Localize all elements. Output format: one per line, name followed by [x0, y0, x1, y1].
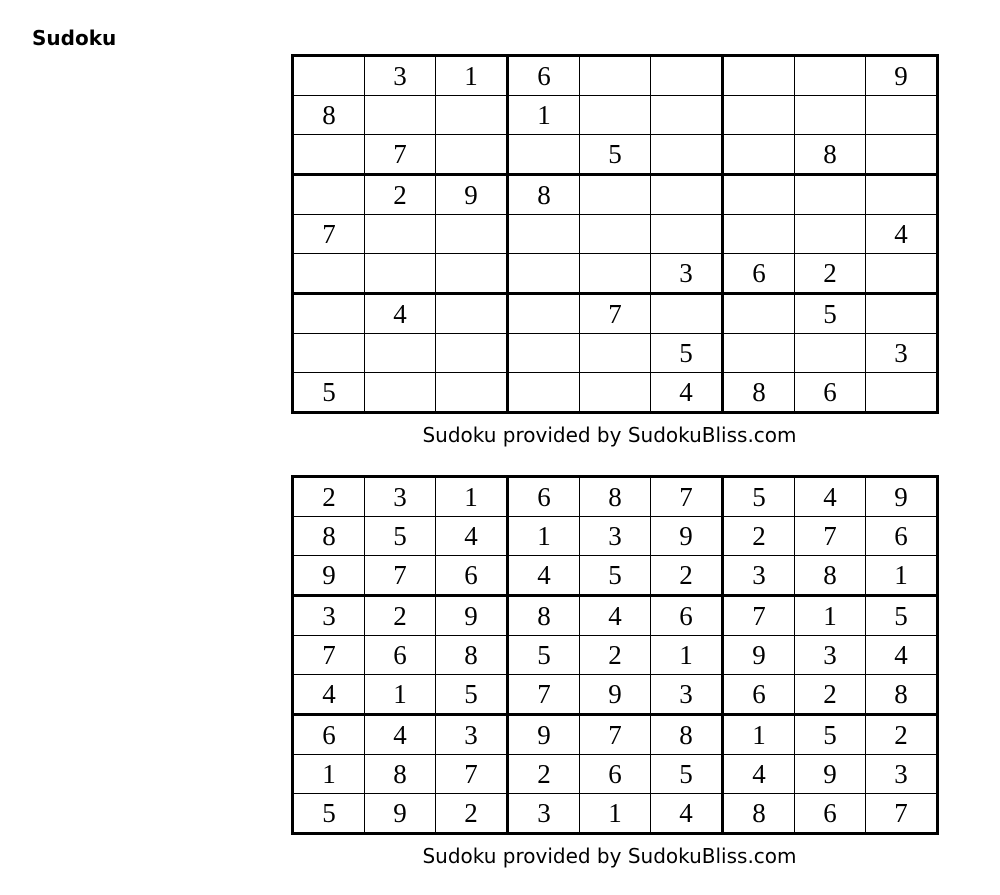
sudoku-cell [866, 294, 938, 334]
sudoku-cell [293, 294, 365, 334]
grid-row [293, 596, 938, 636]
sudoku-cell: 8 [795, 556, 866, 596]
sudoku-cell: 9 [866, 56, 938, 96]
sudoku-cell: 9 [580, 675, 651, 715]
sudoku-cell [580, 175, 651, 215]
sudoku-cell: 6 [795, 794, 866, 834]
sudoku-cell [293, 254, 365, 294]
sudoku-cell: 1 [723, 715, 795, 755]
sudoku-cell: 1 [365, 675, 436, 715]
sudoku-cell: 6 [866, 517, 938, 556]
sudoku-cell [436, 96, 508, 135]
sudoku-cell: 9 [293, 556, 365, 596]
sudoku-cell: 6 [365, 636, 436, 675]
sudoku-cell [580, 373, 651, 413]
sudoku-cell: 5 [651, 755, 723, 794]
sudoku-cell: 1 [293, 755, 365, 794]
sudoku-cell: 5 [795, 715, 866, 755]
sudoku-cell: 6 [293, 715, 365, 755]
sudoku-cell: 1 [508, 96, 580, 135]
puzzle-grid [291, 54, 939, 414]
sudoku-cell: 4 [293, 675, 365, 715]
sudoku-cell [651, 215, 723, 254]
sudoku-cell: 3 [651, 675, 723, 715]
sudoku-cell [293, 135, 365, 175]
sudoku-cell [723, 215, 795, 254]
sudoku-cell [651, 56, 723, 96]
sudoku-cell [795, 175, 866, 215]
sudoku-cell: 8 [436, 636, 508, 675]
sudoku-cell: 2 [365, 596, 436, 636]
sudoku-cell: 3 [293, 596, 365, 636]
sudoku-cell [436, 294, 508, 334]
sudoku-cell: 5 [866, 596, 938, 636]
sudoku-cell: 6 [723, 675, 795, 715]
sudoku-cell: 4 [651, 373, 723, 413]
sudoku-cell: 5 [508, 636, 580, 675]
sudoku-cell: 8 [293, 96, 365, 135]
solution-credit: Sudoku provided by SudokuBliss.com [422, 844, 797, 868]
sudoku-cell: 7 [651, 477, 723, 517]
sudoku-cell: 9 [723, 636, 795, 675]
sudoku-cell: 3 [365, 477, 436, 517]
sudoku-cell [580, 254, 651, 294]
sudoku-cell [365, 373, 436, 413]
sudoku-cell: 7 [580, 294, 651, 334]
sudoku-cell: 1 [651, 636, 723, 675]
sudoku-cell: 4 [580, 596, 651, 636]
sudoku-cell [723, 96, 795, 135]
sudoku-cell [580, 96, 651, 135]
sudoku-cell: 7 [365, 556, 436, 596]
sudoku-cell: 8 [723, 794, 795, 834]
sudoku-cell: 9 [436, 175, 508, 215]
grid-row [293, 755, 938, 794]
sudoku-cell: 8 [508, 596, 580, 636]
sudoku-cell: 1 [580, 794, 651, 834]
sudoku-cell: 4 [866, 636, 938, 675]
grid-row [293, 636, 938, 675]
sudoku-cell: 4 [365, 294, 436, 334]
grid-row [293, 135, 938, 175]
grid-row [293, 294, 938, 334]
sudoku-cell: 2 [508, 755, 580, 794]
sudoku-cell [508, 334, 580, 373]
sudoku-cell [580, 56, 651, 96]
sudoku-cell: 5 [580, 135, 651, 175]
sudoku-cell [508, 373, 580, 413]
sudoku-cell: 3 [365, 56, 436, 96]
sudoku-cell [293, 334, 365, 373]
sudoku-cell: 4 [436, 517, 508, 556]
sudoku-cell: 8 [795, 135, 866, 175]
sudoku-cell: 8 [508, 175, 580, 215]
sudoku-cell: 7 [580, 715, 651, 755]
sudoku-cell: 9 [436, 596, 508, 636]
sudoku-cell: 2 [795, 254, 866, 294]
sudoku-cell: 1 [795, 596, 866, 636]
sudoku-cell [866, 254, 938, 294]
sudoku-cell: 8 [651, 715, 723, 755]
sudoku-cell [866, 373, 938, 413]
sudoku-cell: 1 [436, 477, 508, 517]
sudoku-cell: 5 [795, 294, 866, 334]
sudoku-cell [436, 215, 508, 254]
sudoku-cell: 7 [365, 135, 436, 175]
sudoku-cell: 5 [651, 334, 723, 373]
sudoku-cell [723, 294, 795, 334]
sudoku-cell [436, 373, 508, 413]
sudoku-cell [508, 215, 580, 254]
sudoku-cell: 4 [723, 755, 795, 794]
sudoku-cell: 8 [866, 675, 938, 715]
sudoku-cell [651, 135, 723, 175]
sudoku-cell [365, 334, 436, 373]
sudoku-cell [508, 135, 580, 175]
sudoku-cell [795, 215, 866, 254]
sudoku-cell: 7 [436, 755, 508, 794]
sudoku-cell: 1 [508, 517, 580, 556]
grid-row [293, 675, 938, 715]
sudoku-cell: 5 [580, 556, 651, 596]
sudoku-cell: 3 [866, 334, 938, 373]
sudoku-cell: 8 [723, 373, 795, 413]
sudoku-cell [651, 294, 723, 334]
sudoku-cell: 6 [436, 556, 508, 596]
sudoku-cell [293, 56, 365, 96]
sudoku-cell: 3 [580, 517, 651, 556]
grid-row [293, 96, 938, 135]
sudoku-cell: 5 [293, 373, 365, 413]
sudoku-cell: 4 [365, 715, 436, 755]
sudoku-cell: 8 [293, 517, 365, 556]
sudoku-cell: 5 [365, 517, 436, 556]
sudoku-cell: 2 [293, 477, 365, 517]
sudoku-cell: 6 [795, 373, 866, 413]
sudoku-cell: 6 [580, 755, 651, 794]
sudoku-cell: 2 [580, 636, 651, 675]
sudoku-cell [436, 254, 508, 294]
sudoku-cell [866, 175, 938, 215]
sudoku-cell: 9 [508, 715, 580, 755]
sudoku-cell [723, 135, 795, 175]
sudoku-cell: 9 [365, 794, 436, 834]
sudoku-cell [365, 254, 436, 294]
grid-row [293, 477, 938, 517]
sudoku-cell: 3 [723, 556, 795, 596]
sudoku-cell [580, 215, 651, 254]
puzzle-section [291, 54, 928, 448]
sudoku-cell: 7 [508, 675, 580, 715]
sudoku-cell [508, 294, 580, 334]
sudoku-cell [580, 334, 651, 373]
grid-row [293, 56, 938, 96]
sudoku-cell [651, 175, 723, 215]
sudoku-cell: 1 [866, 556, 938, 596]
grid-row [293, 715, 938, 755]
sudoku-cell: 2 [365, 175, 436, 215]
sudoku-cell: 5 [723, 477, 795, 517]
sudoku-cell: 5 [293, 794, 365, 834]
sudoku-cell [866, 96, 938, 135]
grid-row [293, 517, 938, 556]
sudoku-cell [723, 56, 795, 96]
sudoku-cell: 3 [866, 755, 938, 794]
sudoku-cell [795, 56, 866, 96]
grid-row [293, 254, 938, 294]
sudoku-cell [795, 96, 866, 135]
puzzle-credit: Sudoku provided by SudokuBliss.com [422, 423, 797, 447]
sudoku-cell: 7 [293, 636, 365, 675]
sudoku-cell: 2 [723, 517, 795, 556]
sudoku-cell: 6 [508, 477, 580, 517]
sudoku-cell: 2 [436, 794, 508, 834]
sudoku-cell [866, 135, 938, 175]
sudoku-cell [723, 334, 795, 373]
grid-row [293, 794, 938, 834]
grid-row [293, 334, 938, 373]
sudoku-cell: 1 [436, 56, 508, 96]
solution-grid [291, 475, 939, 835]
sudoku-cell: 3 [508, 794, 580, 834]
sudoku-cell [795, 334, 866, 373]
sudoku-cell: 5 [436, 675, 508, 715]
sudoku-cell: 6 [723, 254, 795, 294]
grid-row [293, 373, 938, 413]
sudoku-cell: 3 [795, 636, 866, 675]
grid-row [293, 556, 938, 596]
sudoku-cell: 7 [293, 215, 365, 254]
sudoku-cell: 4 [508, 556, 580, 596]
sudoku-cell [651, 96, 723, 135]
sudoku-cell: 8 [580, 477, 651, 517]
sudoku-cell [436, 135, 508, 175]
sudoku-cell: 3 [651, 254, 723, 294]
sudoku-cell [508, 254, 580, 294]
grid-row [293, 175, 938, 215]
sudoku-cell [365, 96, 436, 135]
page-title: Sudoku [32, 26, 117, 50]
sudoku-cell: 4 [795, 477, 866, 517]
grid-row [293, 215, 938, 254]
sudoku-cell: 7 [795, 517, 866, 556]
sudoku-cell: 4 [866, 215, 938, 254]
sudoku-cell: 9 [795, 755, 866, 794]
sudoku-cell: 9 [651, 517, 723, 556]
sudoku-cell: 2 [651, 556, 723, 596]
sudoku-cell: 6 [508, 56, 580, 96]
sudoku-cell: 8 [365, 755, 436, 794]
sudoku-cell: 7 [866, 794, 938, 834]
sudoku-cell: 9 [866, 477, 938, 517]
sudoku-cell: 2 [795, 675, 866, 715]
sudoku-cell [293, 175, 365, 215]
sudoku-cell: 7 [723, 596, 795, 636]
sudoku-cell: 6 [651, 596, 723, 636]
sudoku-cell: 2 [866, 715, 938, 755]
solution-section [291, 475, 928, 869]
sudoku-cell [365, 215, 436, 254]
sudoku-cell: 4 [651, 794, 723, 834]
sudoku-cell: 3 [436, 715, 508, 755]
sudoku-cell [723, 175, 795, 215]
sudoku-cell [436, 334, 508, 373]
